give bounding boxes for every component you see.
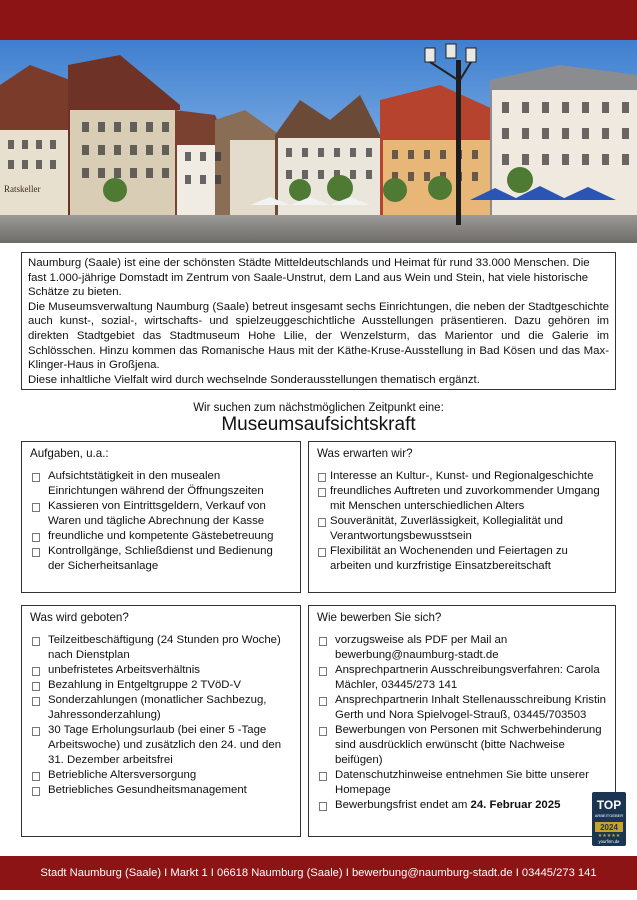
bullet-box-icon [32, 727, 40, 736]
offer-box [21, 605, 301, 837]
footer-contact-bar: Stadt Naumburg (Saale) I Markt 1 I 06618 Naumburg (Saale) I bewerbung@naumburg-stadt.de I 03445/273 141 [0, 856, 637, 890]
list-item: Flexibilität an Wochenenden und Feiertagen zu arbeiten und kurzfristige Einsatzbereitschaft [317, 544, 607, 574]
bullet-box-icon [319, 802, 327, 811]
application-box [308, 605, 616, 837]
list-item: Bezahlung in Entgeltgruppe 2 TVöD-V [30, 678, 292, 693]
top-employer-badge [592, 792, 626, 846]
badge-brand: yourfirm.de [598, 839, 620, 844]
badge-year: 2024 [600, 823, 618, 832]
list-item: freundliches Auftreten und zuvorkommender Umgang mit Menschen unterschiedlichen Alters [317, 484, 607, 514]
list-item: freundliche und kompetente Gästebetreuung [30, 529, 292, 544]
bullet-box-icon [318, 488, 326, 497]
list-item: Datenschutzhinweise entnehmen Sie bitte unserer Homepage [317, 768, 607, 798]
list-item: Souveränität, Zuverlässigkeit, Kollegialität und Verantwortungsbewusstsein [317, 514, 607, 544]
bullet-box-icon [32, 548, 40, 557]
list-item: Kassieren von Eintrittsgeldern, Verkauf von Waren und tägliche Abrechnung der Kasse [30, 499, 292, 529]
header-photo-market-square [0, 40, 637, 243]
photo-sign-text: Ratskeller [4, 184, 41, 194]
list-item: Sonderzahlungen (monatlicher Sachbezug, Jahressonderzahlung) [30, 693, 292, 723]
intro-paragraph-1: Naumburg (Saale) ist eine der schönsten Städte Mitteldeutschlands und Heimat für rund 33.000 Menschen. Die fast 1.000-jährige Domstadt im Zentrum von Saale-Unstrut, dem Land aus Wein und Stein, hat viele historische Schätze zu bieten. [28, 257, 590, 299]
bullet-box-icon [318, 473, 326, 482]
bullet-box-icon [319, 772, 327, 781]
bullet-box-icon [319, 637, 327, 646]
list-item: Ansprechpartnerin Inhalt Stellenausschreibung Kristin Gerth und Nora Spielvogel-Strauß, 03445/703503 [317, 693, 607, 723]
bullet-box-icon [319, 697, 327, 706]
search-announcement: Wir suchen zum nächstmöglichen Zeitpunkt eine: [193, 402, 444, 414]
bullet-box-icon [32, 772, 40, 781]
bullet-box-icon [32, 667, 40, 676]
bullet-box-icon [32, 697, 40, 706]
bullet-box-icon [32, 533, 40, 542]
bullet-box-icon [32, 682, 40, 691]
list-item: Aufsichtstätigkeit in den musealen Einrichtungen während der Öffnungszeiten [30, 469, 292, 499]
list-item: 30 Tage Erholungsurlaub (bei einer 5 -Tage Arbeitswoche) und zusätzlich den 24. und den 31. Dezember arbeitsfrei [30, 723, 292, 768]
badge-top-text: TOP [596, 798, 622, 812]
bullet-box-icon [318, 518, 326, 527]
bullet-box-icon [32, 637, 40, 646]
list-item: Betriebliche Altersversorgung [30, 768, 292, 783]
requirements-box [308, 441, 616, 593]
application-heading: Wie bewerben Sie sich? [317, 611, 442, 624]
list-item: Bewerbungen von Personen mit Schwerbehinderung sind ausdrücklich erwünscht (bitte Nachweise beifügen) [317, 723, 607, 768]
list-item: vorzugsweise als PDF per Mail an bewerbung@naumburg-stadt.de [317, 633, 607, 663]
job-title: Museumsaufsichtskraft [221, 414, 416, 435]
bullet-box-icon [32, 473, 40, 482]
tasks-box [21, 441, 301, 593]
bullet-box-icon [32, 787, 40, 796]
bullet-box-icon [319, 667, 327, 676]
badge-small-text: ARBEITGEBER [594, 813, 624, 818]
deadline-item: Bewerbungsfrist endet am 24. Februar 2025 [317, 798, 607, 813]
list-item: Interesse an Kultur-, Kunst- und Regionalgeschichte [317, 469, 607, 484]
intro-paragraph-3: Diese inhaltliche Vielfalt wird durch wechselnde Sonderausstellungen thematisch ergänzt. [28, 373, 480, 386]
list-item: Betriebliches Gesundheitsmanagement [30, 783, 292, 798]
bullet-box-icon [318, 548, 326, 557]
intro-paragraph-2: Die Museumsverwaltung Naumburg (Saale) betreut insgesamt sechs Einrichtungen, die neben der Stadtgeschichte auch kunst-, sozial-, wirtschafts- und spielzeuggeschichtliche Ausstellungen präsentieren. Dazu gehören im direkten Stadtgebiet das Stadtmuseum Hohe Lilie, der Wenzelsturm, das Marientor und die Galerie im Schlösschen. Hinzu kommen das Romanische Haus mit der Käthe-Kruse-Ausstellung in Bad Kösen und das Max-Klinger-Haus in Großjena. [28, 300, 609, 372]
intro-text-box [21, 252, 616, 390]
requirements-heading: Was erwarten wir? [317, 447, 413, 460]
bullet-box-icon [319, 727, 327, 736]
deadline-date: 24. Februar 2025 [470, 799, 561, 811]
tasks-heading: Aufgaben, u.a.: [30, 447, 109, 460]
list-item: Teilzeitbeschäftigung (24 Stunden pro Woche) nach Dienstplan [30, 633, 292, 663]
offer-heading: Was wird geboten? [30, 611, 129, 624]
badge-stars-icon: ★★★★★ [597, 833, 621, 839]
bullet-box-icon [32, 503, 40, 512]
list-item: Kontrollgänge, Schließdienst und Bedienung der Sicherheitsanlage [30, 544, 292, 574]
list-item: unbefristetes Arbeitsverhältnis [30, 663, 292, 678]
top-color-band [0, 0, 637, 40]
list-item: Ansprechpartnerin Ausschreibungsverfahren: Carola Mächler, 03445/273 141 [317, 663, 607, 693]
